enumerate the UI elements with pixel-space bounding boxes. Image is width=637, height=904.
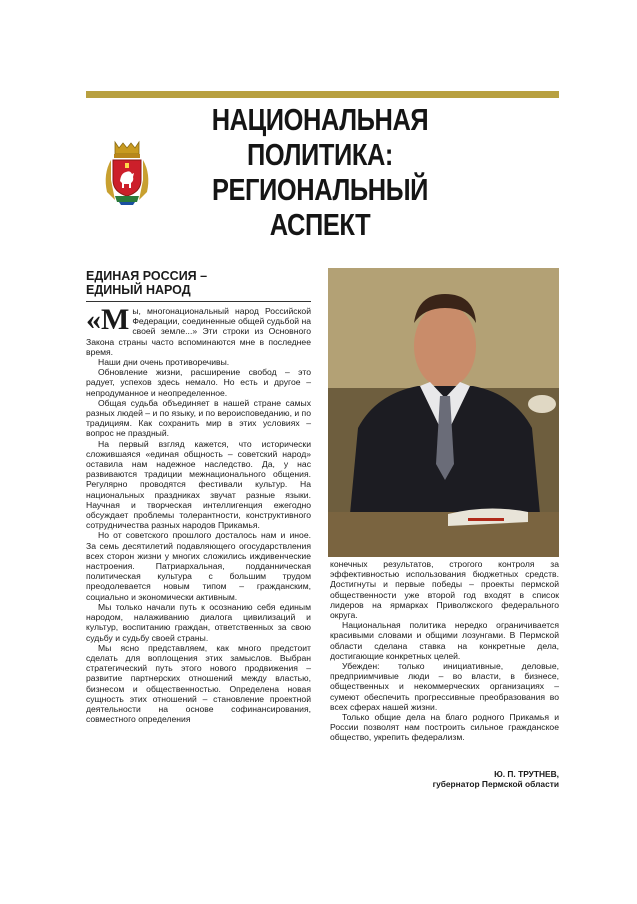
title-line-1: НАЦИОНАЛЬНАЯ [211,102,429,137]
open-quote: « [86,303,101,336]
section-divider [86,301,311,302]
paragraph-8: Мы ясно представляем, как много предстоит сделать для воплощения этих замыслов. Выбран стратегический путь этого нового продвижения – развитие партнерских отношений между властью, бизнесом и общественностью. Определена новая сущность этих отношений – становление проектной деятельности на основе софинансирования, совместного определения [86,642,311,725]
section-heading-line-1: ЕДИНАЯ РОССИЯ – [86,269,208,283]
paragraph-12: Только общие дела на благо родного Прикамья и России позволят нам построить сильное гражданское общество, укрепить федерализм. [330,712,559,743]
page-title [209,102,430,242]
author-name: Ю. П. ТРУТНЕВ, [494,769,559,779]
paragraph-2: Наши дни очень противоречивы. [98,357,230,368]
article-column-2 [330,559,559,743]
section-heading-line-2: ЕДИНЫЙ НАРОД [86,283,191,297]
dropcap-letter: М [101,303,130,336]
paragraph-11: Убежден: только инициативные, деловые, предприимчивые люди – во власти, в бизнесе, общественных и некоммерческих организациях – сумеют обеспечить прогрессивные преобразования во всех сферах нашей жизни. [330,661,559,712]
title-line-4: АСПЕКТ [269,207,371,242]
author-signature [433,769,559,789]
paragraph-6: Но от советского прошлого досталось нам и иное. За семь десятилетий подавляющего огосударствления всех сторон жизни у многих сложились иждивенческие настроения. Патриархальная, подданническая политическая культура с большим трудом преодолевается новым типом – гражданским, социально и экономически активным. [86,530,311,602]
article-column-1 [86,303,311,725]
paragraph-5: На первый взгляд кажется, что исторически сложившаяся «единая общность – советский народ» оставила нам надежное наследство. Да, у нас развиваются традиции межнационального общения. Регулярно проводятся фестивали культур. На национальных праздниках звучат разные языки. Научная и творческая интеллигенция ежегодно обсуждает проблемы толерантности, конструктивного сотрудничества разных народов Прикамья. [86,438,311,531]
article-paragraph [86,303,311,357]
accent-bar [86,91,559,98]
governor-portrait [328,268,559,557]
author-role: губернатор Пермской области [432,779,559,789]
section-heading [86,269,207,297]
paragraph-3: Обновление жизни, расширение свобод – это радует, успехов здесь немало. Но есть и другое – непродуманное и неопределенное. [86,367,311,398]
title-line-3: РЕГИОНАЛЬНЫЙ [211,172,429,207]
paragraph-4: Общая судьба объединяет в нашей стране самых разных людей – и по языку, и по вероисповеданию, и по традициям. Как сохранить мир в этих условиях – вопрос не праздный. [86,397,311,439]
paragraph-7: Мы только начали путь к осознанию себя единым народом, налаживанию диалога цивилизаций и культур, воспитанию граждан, ответственных за свою судьбу и судьбу своей страны. [86,601,311,643]
dropcap [86,303,130,336]
coat-of-arms-icon [101,140,153,206]
title-line-2: ПОЛИТИКА: [247,137,393,172]
paragraph-9: конечных результатов, строгого контроля за эффективностью использования бюджетных средств. Достигнуты и первые победы – проекты пермской общественности уже второй год входят в список лидеров на ярмарках Приволжского федерального округа. [330,559,559,621]
paragraph-10: Национальная политика нередко ограничивается красивыми словами и общими лозунгами. В Пермской области сделана ставка на конкретные дела, достигающие конкретных целей. [330,620,559,661]
paragraph-1: ы, многонациональный народ Российской Федерации, соединенные общей судьбой на своей земле...» Эти строки из Основного Закона страны часто вспоминаются мне в последнее время. [86,306,311,357]
